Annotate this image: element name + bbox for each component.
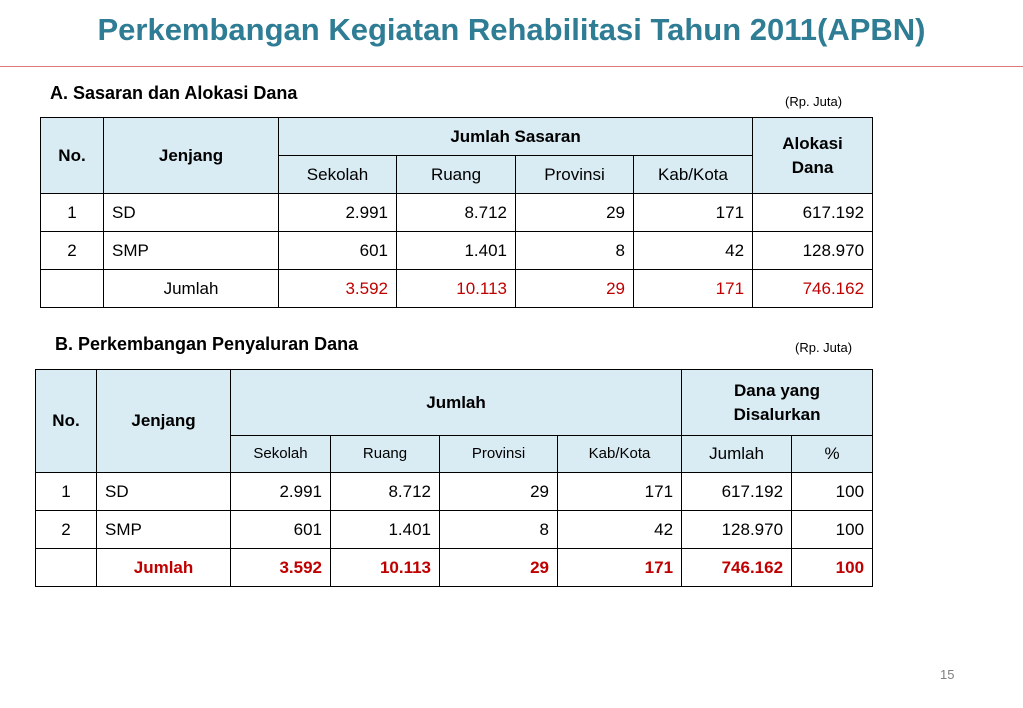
total-ruang: 10.113 <box>331 549 440 587</box>
cell-no: 1 <box>41 194 104 232</box>
cell-ruang: 1.401 <box>331 511 440 549</box>
cell-jumlah: 617.192 <box>682 473 792 511</box>
table-sasaran-alokasi <box>40 117 873 308</box>
table-row <box>36 473 873 511</box>
total-kabkota: 171 <box>634 270 753 308</box>
header-alokasi-line2: Dana <box>791 157 834 177</box>
section-a-unit: (Rp. Juta) <box>785 94 843 109</box>
cell-kabkota: 171 <box>634 194 753 232</box>
cell-ruang: 1.401 <box>397 232 516 270</box>
header-no: No. <box>36 370 97 473</box>
cell-kabkota: 42 <box>558 511 682 549</box>
table-row <box>41 194 873 232</box>
cell-jenjang: SD <box>104 194 279 232</box>
header-ruang: Ruang <box>331 436 440 473</box>
cell-ruang: 8.712 <box>331 473 440 511</box>
cell-jenjang: SMP <box>104 232 279 270</box>
table-row <box>36 511 873 549</box>
header-persen: % <box>792 436 873 473</box>
total-sekolah: 3.592 <box>231 549 331 587</box>
header-alokasi-dana <box>753 118 873 194</box>
cell-empty <box>36 549 97 587</box>
section-a-heading: A. Sasaran dan Alokasi Dana <box>50 83 298 103</box>
header-kabkota: Kab/Kota <box>634 156 753 194</box>
cell-sekolah: 601 <box>231 511 331 549</box>
cell-no: 2 <box>36 511 97 549</box>
cell-persen: 100 <box>792 473 873 511</box>
total-row <box>41 270 873 308</box>
cell-jenjang: SMP <box>97 511 231 549</box>
total-kabkota: 171 <box>558 549 682 587</box>
cell-provinsi: 29 <box>516 194 634 232</box>
slide-title: Perkembangan Kegiatan Rehabilitasi Tahun 2011(APBN) <box>97 12 926 47</box>
cell-empty <box>41 270 104 308</box>
cell-sekolah: 2.991 <box>231 473 331 511</box>
cell-sekolah: 2.991 <box>279 194 397 232</box>
total-label: Jumlah <box>104 270 279 308</box>
total-provinsi: 29 <box>440 549 558 587</box>
header-no: No. <box>41 118 104 194</box>
total-row <box>36 549 873 587</box>
header-sekolah: Sekolah <box>279 156 397 194</box>
header-dana-jumlah: Jumlah <box>682 436 792 473</box>
header-jumlah-sasaran: Jumlah Sasaran <box>279 118 753 156</box>
cell-provinsi: 8 <box>516 232 634 270</box>
total-alokasi: 746.162 <box>753 270 873 308</box>
section-b-heading: B. Perkembangan Penyaluran Dana <box>55 334 359 354</box>
cell-jenjang: SD <box>97 473 231 511</box>
section-b-unit: (Rp. Juta) <box>795 340 853 355</box>
cell-jumlah: 128.970 <box>682 511 792 549</box>
header-dana-disalurkan <box>682 370 873 436</box>
table-penyaluran-dana <box>35 369 873 587</box>
cell-persen: 100 <box>792 511 873 549</box>
header-provinsi: Provinsi <box>440 436 558 473</box>
header-provinsi: Provinsi <box>516 156 634 194</box>
cell-no: 1 <box>36 473 97 511</box>
cell-sekolah: 601 <box>279 232 397 270</box>
cell-kabkota: 171 <box>558 473 682 511</box>
cell-ruang: 8.712 <box>397 194 516 232</box>
header-alokasi-line1: Alokasi <box>782 133 843 153</box>
total-ruang: 10.113 <box>397 270 516 308</box>
header-dana-line1: Dana yang <box>734 380 821 400</box>
header-kabkota: Kab/Kota <box>558 436 682 473</box>
total-jumlah: 746.162 <box>682 549 792 587</box>
page-number: 15 <box>940 667 955 682</box>
header-sekolah: Sekolah <box>231 436 331 473</box>
total-persen: 100 <box>792 549 873 587</box>
cell-alokasi: 617.192 <box>753 194 873 232</box>
header-jenjang: Jenjang <box>104 118 279 194</box>
header-dana-line2: Disalurkan <box>733 404 821 424</box>
header-ruang: Ruang <box>397 156 516 194</box>
header-jumlah: Jumlah <box>231 370 682 436</box>
cell-provinsi: 29 <box>440 473 558 511</box>
title-divider <box>0 66 1023 67</box>
cell-alokasi: 128.970 <box>753 232 873 270</box>
header-jenjang: Jenjang <box>97 370 231 473</box>
table-row <box>41 232 873 270</box>
cell-no: 2 <box>41 232 104 270</box>
total-provinsi: 29 <box>516 270 634 308</box>
total-label: Jumlah <box>97 549 231 587</box>
total-sekolah: 3.592 <box>279 270 397 308</box>
cell-kabkota: 42 <box>634 232 753 270</box>
cell-provinsi: 8 <box>440 511 558 549</box>
